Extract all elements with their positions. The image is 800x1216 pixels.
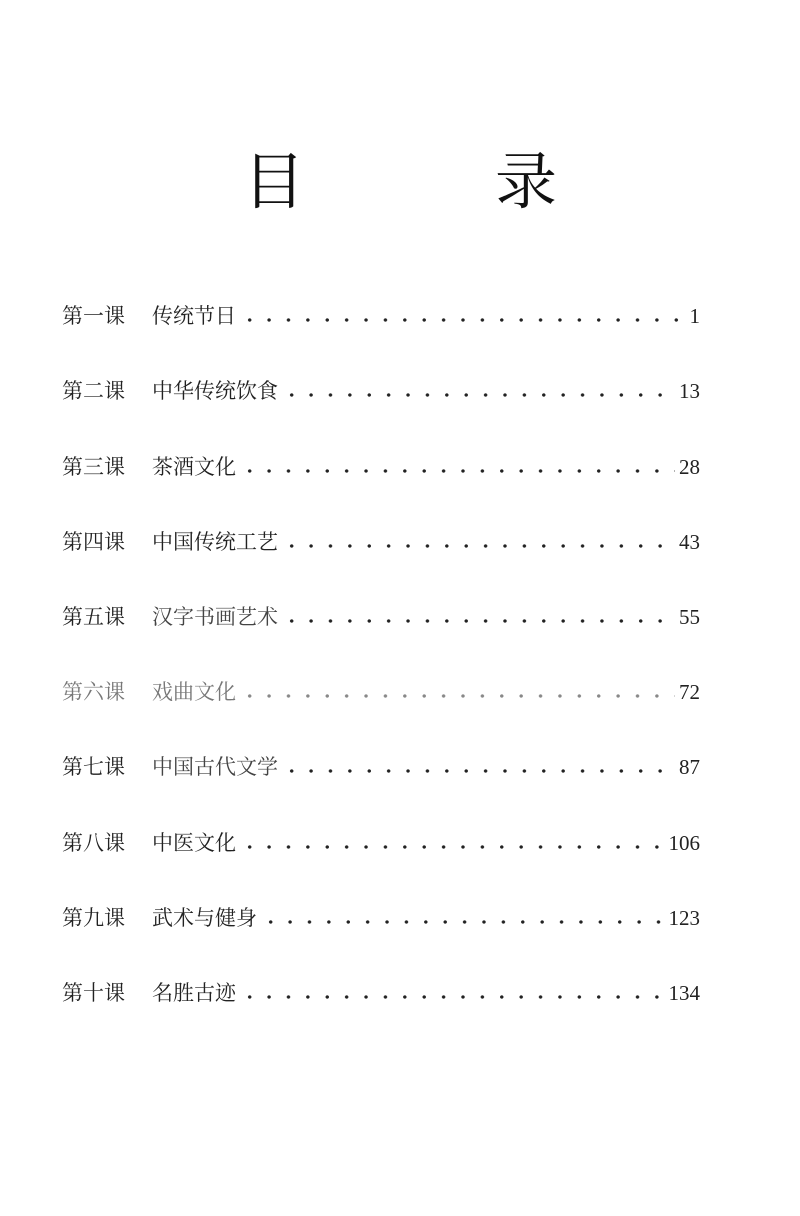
toc-dot-leader [240,694,675,698]
toc-dot-leader [240,995,665,999]
toc-entry[interactable] [62,778,700,853]
page-title: 目 录 [242,145,621,218]
toc-entry[interactable] [62,929,700,1004]
toc-entry[interactable] [62,252,700,327]
toc-entry[interactable] [62,854,700,929]
toc-lesson-number: 第一课 [62,304,125,329]
toc-dot-leader [240,318,686,322]
toc-dot-leader [261,920,665,924]
toc-lesson-title: 中华传统饮食 [152,379,278,404]
toc-lesson-title: 戏曲文化 [152,680,236,705]
toc-entry[interactable] [62,327,700,402]
toc-lesson-title: 汉字书画艺术 [152,604,278,629]
toc-dot-leader [282,619,675,623]
toc-lesson-title: 中医文化 [152,830,236,855]
toc-dot-leader [282,769,675,773]
toc-page-number: 1 [689,304,700,329]
toc-page-number: 134 [668,980,700,1005]
toc-page-number: 72 [679,680,700,705]
toc-entry[interactable] [62,628,700,703]
toc-page-number: 87 [679,755,700,780]
toc-lesson-number: 第六课 [62,680,125,705]
toc-dot-leader [282,544,675,548]
toc-page-number: 123 [668,905,700,930]
toc-lesson-number: 第八课 [62,830,125,855]
table-of-contents [62,252,700,1004]
toc-entry[interactable] [62,402,700,477]
toc-entry[interactable] [62,478,700,553]
toc-lesson-title: 中国古代文学 [152,755,278,780]
toc-lesson-number: 第十课 [62,980,125,1005]
toc-dot-leader [282,393,675,397]
toc-lesson-number: 第二课 [62,379,125,404]
toc-page-number: 28 [679,454,700,479]
toc-lesson-number: 第四课 [62,529,125,554]
toc-dot-leader [240,469,675,473]
toc-page-number: 55 [679,604,700,629]
toc-lesson-title: 武术与健身 [152,905,257,930]
toc-lesson-number: 第三课 [62,454,125,479]
toc-lesson-number: 第七课 [62,755,125,780]
toc-lesson-title: 传统节日 [152,304,236,329]
toc-lesson-title: 名胜古迹 [152,980,236,1005]
toc-page-number: 43 [679,529,700,554]
toc-lesson-title: 中国传统工艺 [152,529,278,554]
toc-page-number: 106 [668,830,700,855]
toc-entry[interactable] [62,553,700,628]
toc-lesson-title: 茶酒文化 [152,454,236,479]
toc-dot-leader [240,845,665,849]
toc-lesson-number: 第五课 [62,604,125,629]
toc-page-number: 13 [679,379,700,404]
toc-entry[interactable] [62,703,700,778]
toc-lesson-number: 第九课 [62,905,125,930]
